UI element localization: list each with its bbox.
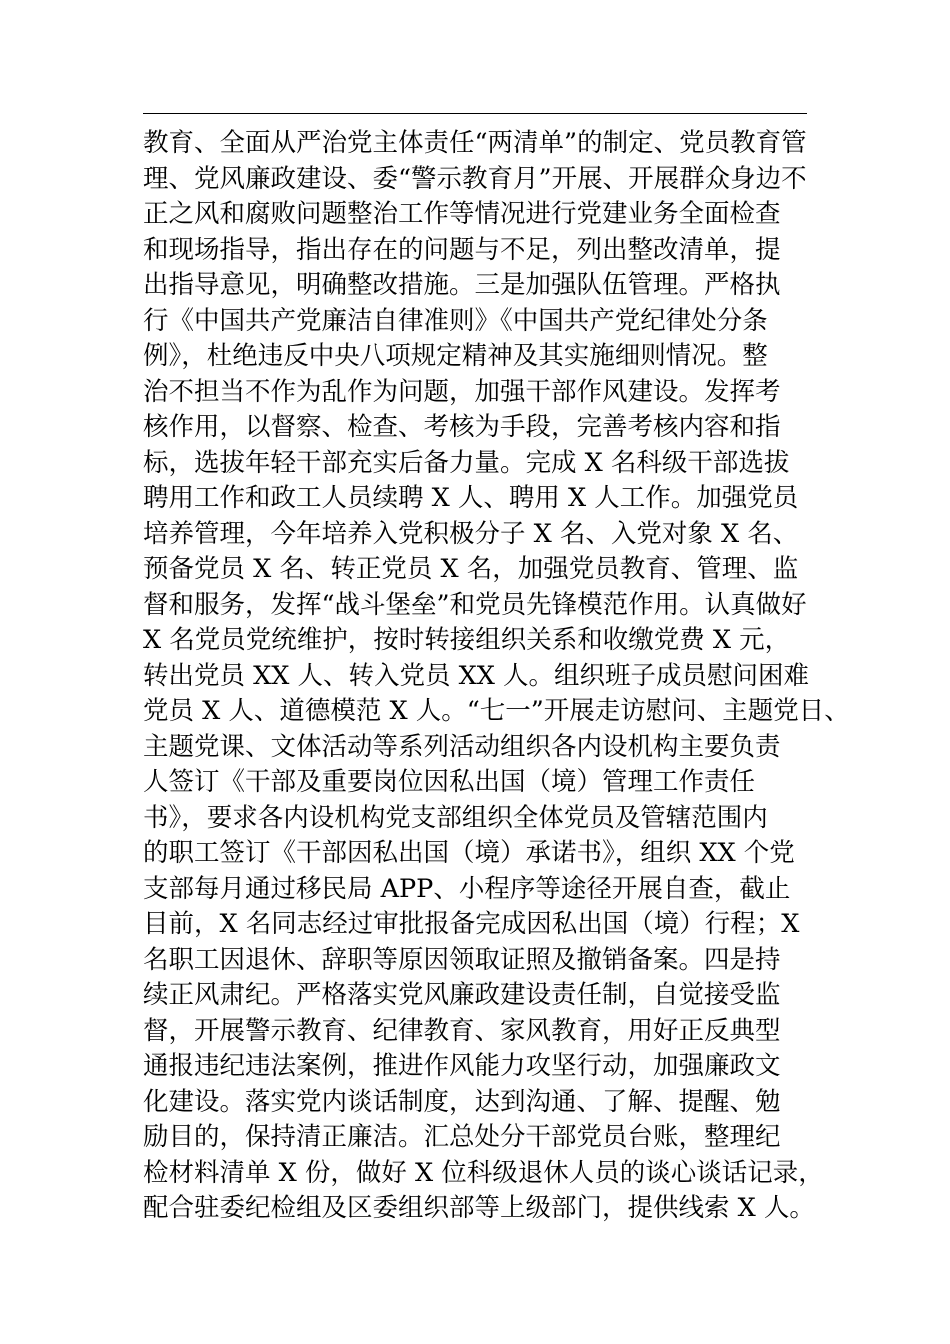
text-line: 续正风肃纪。严格落实党风廉政建设责任制，自觉接受监 — [143, 980, 781, 1010]
text-line: 理、党风廉政建设、委“警示教育月”开展、开展群众身边不 — [143, 163, 807, 194]
text-line: 例》，杜绝违反中央八项规定精神及其实施细则情况。整 — [143, 341, 768, 371]
text-line: 书》，要求各内设机构党支部组织全体党员及管辖范围内 — [143, 802, 768, 833]
text-line: 出指导意见，明确整改措施。三是加强队伍管理。严格执 — [143, 270, 781, 300]
text-line: 的职工签订《干部因私出国（境）承诺书》，组织 XX 个党 — [143, 838, 795, 868]
text-line: 核作用，以督察、检查、考核为手段，完善考核内容和指 — [143, 412, 781, 442]
text-line: 培养管理，今年培养入党积极分子 X 名、入党对象 X 名、 — [143, 518, 799, 549]
text-line: X 名党员党统维护，按时转接组织关系和收缴党费 X 元， — [143, 625, 791, 655]
text-line: 和现场指导，指出存在的问题与不足，列出整改清单，提 — [143, 234, 781, 265]
text-line: 聘用工作和政工人员续聘 X 人、聘用 X 人工作。加强党员 — [143, 483, 799, 513]
text-line: 通报违纪违法案例，推进作风能力攻坚行动，加强廉政文 — [143, 1051, 781, 1081]
text-line: 标，选拔年轻干部充实后备力量。完成 X 名科级干部选拔 — [143, 447, 790, 478]
text-line: 教育、全面从严治党主体责任“两清单”的制定、党员教育管 — [143, 128, 807, 158]
text-line: 支部每月通过移民局 APP、小程序等途径开展自查，截止 — [143, 873, 791, 904]
text-line: 励目的，保持清正廉洁。汇总处分干部党员台账，整理纪 — [143, 1122, 781, 1152]
text-line: 人签订《干部及重要岗位因私出国（境）管理工作责任 — [143, 767, 756, 797]
text-line: 正之风和腐败问题整治工作等情况进行党建业务全面检查 — [143, 199, 781, 229]
body-paragraph — [143, 126, 850, 1227]
text-line: 治不担当不作为乱作为问题，加强干部作风建设。发挥考 — [143, 376, 781, 407]
text-line: 名职工因退休、辞职等原因领取证照及撤销备案。四是持 — [143, 944, 781, 975]
text-line: 目前，X 名同志经过审批报备完成因私出国（境）行程；X — [143, 909, 800, 939]
text-line: 预备党员 X 名、转正党员 X 名，加强党员教育、管理、监 — [143, 554, 799, 584]
text-line: 检材料清单 X 份，做好 X 位科级退休人员的谈心谈话记录， — [143, 1157, 824, 1188]
text-line: 党员 X 人、道德模范 X 人。“七一”开展走访慰问、主题党日、 — [143, 696, 850, 726]
header-rule — [143, 113, 807, 114]
text-line: 行《中国共产党廉洁自律准则》《中国共产党纪律处分条 — [143, 305, 768, 336]
text-line: 配合驻委纪检组及区委组织部等上级部门，提供线索 X 人。 — [143, 1193, 815, 1223]
text-line: 主题党课、文体活动等系列活动组织各内设机构主要负责 — [143, 731, 781, 762]
text-line: 化建设。落实党内谈话制度，达到沟通、了解、提醒、勉 — [143, 1086, 781, 1117]
text-line: 督，开展警示教育、纪律教育、家风教育，用好正反典型 — [143, 1015, 781, 1046]
text-line: 转出党员 XX 人、转入党员 XX 人。组织班子成员慰问困难 — [143, 660, 810, 691]
text-line: 督和服务，发挥“战斗堡垒”和党员先锋模范作用。认真做好 — [143, 589, 807, 620]
